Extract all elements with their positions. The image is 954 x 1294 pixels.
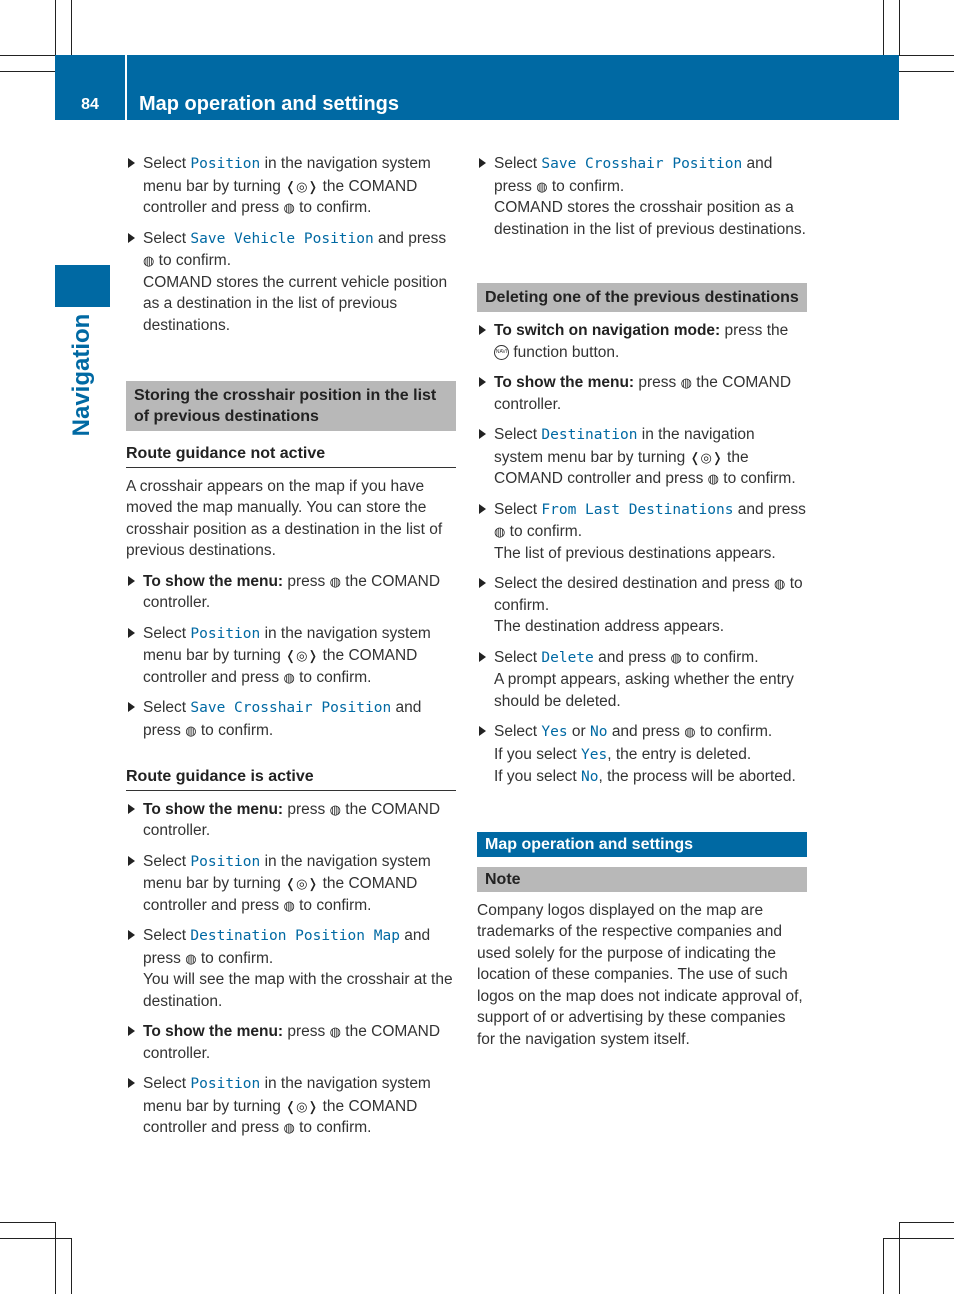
crop-mark xyxy=(0,71,55,72)
step-show-menu: To show the menu: press ◍ the COMAND controller. xyxy=(126,571,456,614)
crop-mark xyxy=(55,1222,56,1294)
controller-press-icon: ◍ xyxy=(283,897,295,913)
crop-mark xyxy=(0,1238,71,1239)
crop-mark xyxy=(55,0,56,55)
controller-turn-icon: ❬◎❭ xyxy=(285,1098,319,1114)
controller-press-icon: ◍ xyxy=(143,253,155,268)
step-show-menu: To show the menu: press ◍ the COMAND controller. xyxy=(477,372,807,415)
page-title: Map operation and settings xyxy=(139,93,400,115)
page-number: 84 xyxy=(81,96,99,113)
controller-press-icon: ◍ xyxy=(684,724,696,739)
result-text: A prompt appears, asking whether the entry should be deleted. xyxy=(494,671,794,710)
side-tab-label: Navigation xyxy=(68,313,95,437)
controller-press-icon: ◍ xyxy=(185,722,197,738)
crop-mark xyxy=(883,0,884,55)
step-select-save-crosshair: Select Save Crosshair Position and press ◍ to confirm. xyxy=(126,697,456,741)
controller-press-icon: ◍ xyxy=(283,669,295,685)
subheading: Route guidance not active xyxy=(126,443,456,468)
step-select-save-crosshair: Select Save Crosshair Position and press ◍ to confirm. COMAND stores the crosshair position as a destination in the list of previous destinations. xyxy=(477,153,807,240)
step-select-yes-no: Select Yes or No and press ◍ to confirm. If you select Yes, the entry is deleted. If you select No, the process will be aborted. xyxy=(477,721,807,789)
controller-press-icon: ◍ xyxy=(494,524,506,539)
step-show-menu: To show the menu: press ◍ the COMAND controller. xyxy=(126,1021,456,1064)
note-heading: Note xyxy=(477,867,807,892)
step-select-destination-position-map: Select Destination Position Map and press ◍ to confirm. You will see the map with the crosshair at the destination. xyxy=(126,925,456,1012)
controller-turn-icon: ❬◎❭ xyxy=(285,648,319,663)
controller-turn-icon: ❬◎❭ xyxy=(689,449,723,465)
step-select-position: Select Position in the navigation system menu bar by turning ❬◎❭ the COMAND controller and press ◍ to confirm. xyxy=(126,153,456,219)
crop-mark xyxy=(883,1238,954,1239)
left-column xyxy=(126,153,456,1148)
result-text: The destination address appears. xyxy=(494,618,725,635)
step-select-position: Select Position in the navigation system menu bar by turning ❬◎❭ the COMAND controller and press ◍ to confirm. xyxy=(126,851,456,917)
controller-press-icon: ◍ xyxy=(185,950,197,966)
controller-press-icon: ◍ xyxy=(329,573,341,589)
controller-press-icon: ◍ xyxy=(707,471,719,486)
right-column xyxy=(477,153,807,1059)
crop-mark xyxy=(0,55,55,56)
step-show-menu: To show the menu: press ◍ the COMAND controller. xyxy=(126,799,456,842)
section-heading: Storing the crosshair position in the list of previous destinations xyxy=(126,381,456,431)
header-divider xyxy=(125,55,127,120)
step-select-position: Select Position in the navigation system menu bar by turning ❬◎❭ the COMAND controller and press ◍ to confirm. xyxy=(126,623,456,689)
crop-mark xyxy=(899,1222,954,1223)
result-text: COMAND stores the current vehicle position as a destination in the list of previous destinations. xyxy=(143,273,448,334)
crop-mark xyxy=(883,1238,884,1294)
crop-mark xyxy=(899,1222,900,1294)
crop-mark xyxy=(71,0,72,55)
navi-button-icon: NAVI xyxy=(494,345,509,360)
controller-press-icon: ◍ xyxy=(774,576,786,591)
result-text: You will see the map with the crosshair at the destination. xyxy=(143,971,453,1010)
controller-press-icon: ◍ xyxy=(329,801,341,817)
step-select-delete: Select Delete and press ◍ to confirm. A prompt appears, asking whether the entry should be deleted. xyxy=(477,647,807,713)
section-heading: Deleting one of the previous destinations xyxy=(477,283,807,312)
controller-press-icon: ◍ xyxy=(283,1120,295,1135)
subheading: Route guidance is active xyxy=(126,766,456,791)
step-select-from-last-destinations: Select From Last Destinations and press ◍ to confirm. The list of previous destinations appears. xyxy=(477,499,807,565)
section-heading-blue: Map operation and settings xyxy=(477,832,807,857)
step-select-position: Select Position in the navigation system menu bar by turning ❬◎❭ the COMAND controller and press ◍ to confirm. xyxy=(126,1073,456,1139)
result-text: COMAND stores the crosshair position as a destination in the list of previous destinations. xyxy=(494,199,806,238)
crop-mark xyxy=(899,71,954,72)
crop-mark xyxy=(899,0,900,55)
controller-press-icon: ◍ xyxy=(283,200,295,215)
step-switch-navigation: To switch on navigation mode: press the NAVI function button. xyxy=(477,320,807,363)
controller-press-icon: ◍ xyxy=(670,649,682,665)
controller-press-icon: ◍ xyxy=(536,178,548,194)
intro-text: A crosshair appears on the map if you have moved the map manually. You can store the crosshair position as a destination in the list of previous destinations. xyxy=(126,477,443,559)
crop-mark xyxy=(0,1222,55,1223)
note-text: Company logos displayed on the map are trademarks of the respective companies and used solely for the purpose of indicating the location of these companies. The use of such logos on the map does not indicate approval of, support of or advertising by these companies for the navigation system itself. xyxy=(477,901,803,1048)
step-select-save-vehicle: Select Save Vehicle Position and press ◍ to confirm. COMAND stores the current vehicle position as a destination in the list of previous destinations. xyxy=(126,228,456,337)
controller-turn-icon: ❬◎❭ xyxy=(285,876,319,891)
crop-mark xyxy=(71,1238,72,1294)
controller-press-icon: ◍ xyxy=(680,375,692,390)
controller-turn-icon: ❬◎❭ xyxy=(285,178,319,194)
result-text: The list of previous destinations appears. xyxy=(494,544,776,562)
step-select-desired-destination: Select the desired destination and press ◍ to confirm. The destination address appears. xyxy=(477,573,807,638)
side-tab-marker xyxy=(55,265,110,307)
crop-mark xyxy=(899,55,954,56)
controller-press-icon: ◍ xyxy=(329,1024,341,1039)
step-select-destination: Select Destination in the navigation system menu bar by turning ❬◎❭ the COMAND controller and press ◍ to confirm. xyxy=(477,424,807,490)
